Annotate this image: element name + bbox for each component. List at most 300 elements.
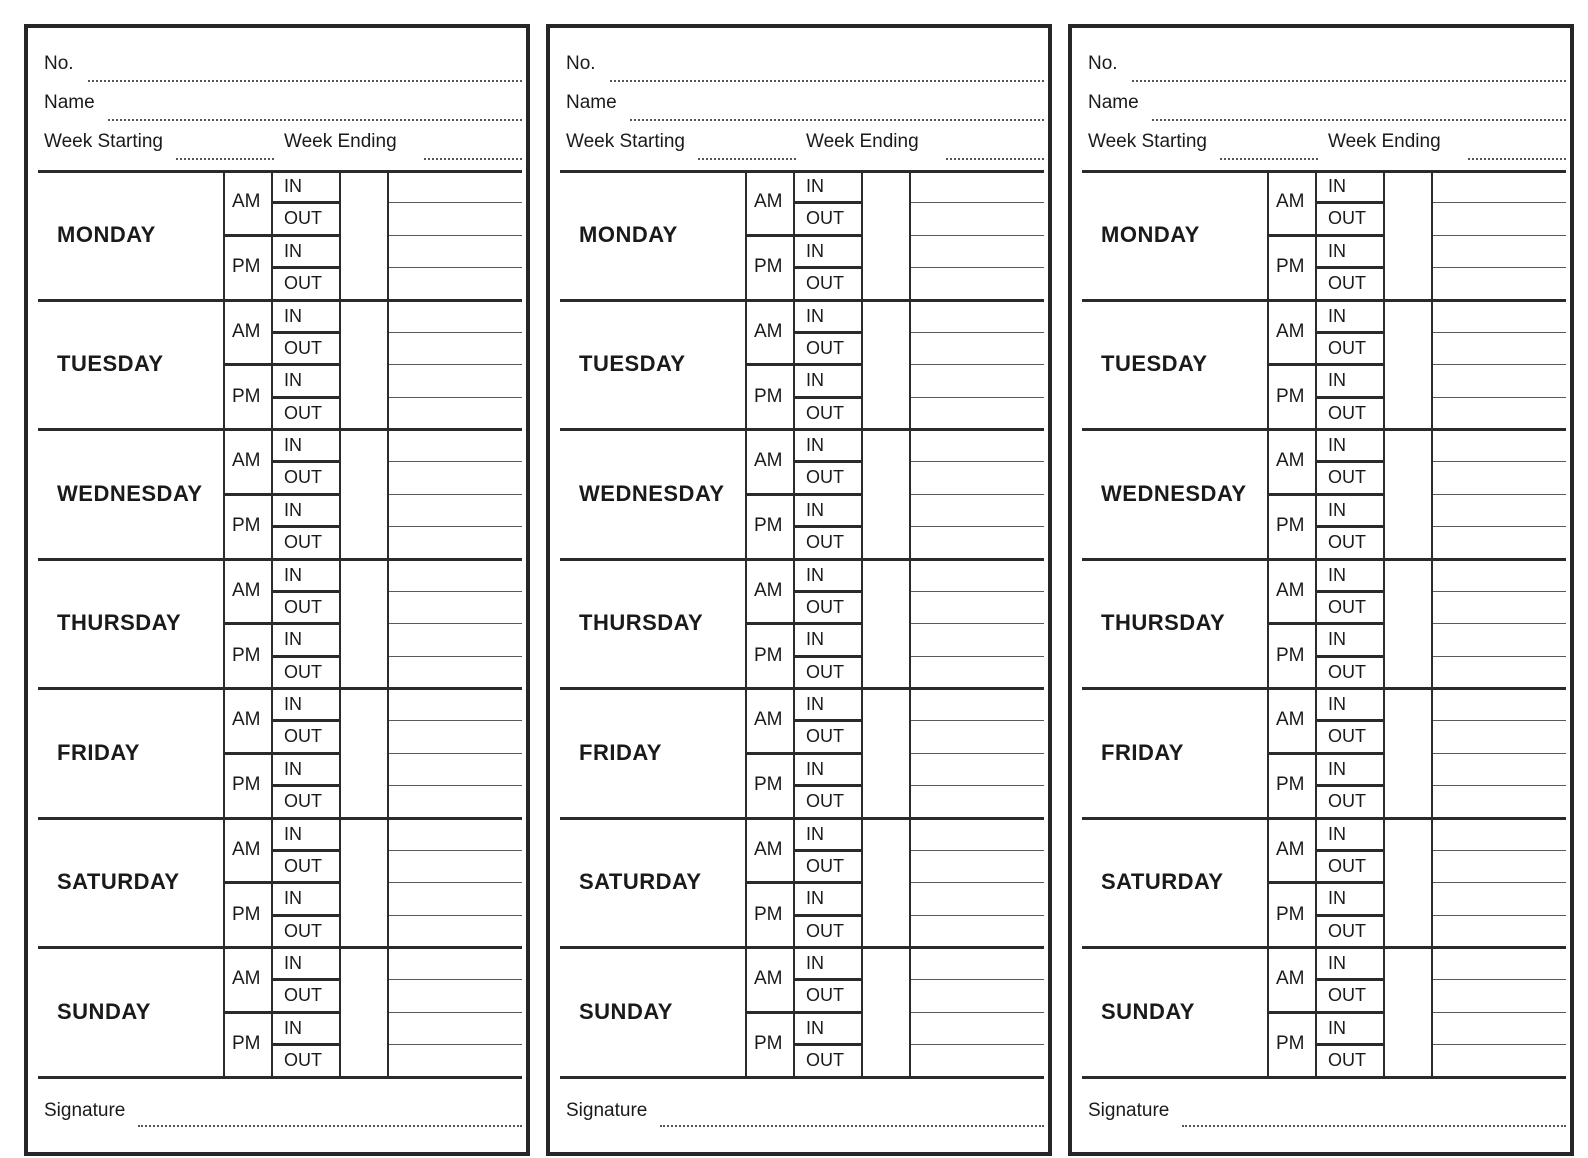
time-entry-line[interactable] [1432,202,1566,203]
am-label: AM [1276,579,1305,601]
in-out-divider [1316,719,1384,722]
time-entry-line[interactable] [1432,915,1566,916]
day-label: FRIDAY [1101,739,1184,765]
pm-label: PM [754,515,783,537]
in-out-divider [794,525,862,528]
pm-label: PM [1276,644,1305,666]
time-entry-line[interactable] [1432,785,1566,786]
day-label: SUNDAY [57,998,151,1024]
grid-top-line [560,170,1044,173]
pm-label: PM [232,644,261,666]
grid-column-line [1383,170,1385,1077]
time-entry-line[interactable] [388,785,522,786]
day-separator [38,428,522,431]
am-label: AM [1276,968,1305,990]
week-starting-label: Week Starting [566,131,685,152]
time-entry-line[interactable] [388,397,522,398]
time-entry-line[interactable] [1432,753,1566,754]
in-label: IN [1328,240,1346,261]
time-entry-line[interactable] [910,1044,1044,1045]
pm-label: PM [1276,515,1305,537]
no-field[interactable] [88,80,522,82]
day-separator [1082,817,1566,820]
in-out-divider [794,201,862,204]
out-label: OUT [1328,855,1366,876]
time-entry-line[interactable] [388,753,522,754]
ampm-divider [1268,1011,1384,1014]
pm-label: PM [232,515,261,537]
out-label: OUT [1328,467,1366,488]
time-entry-line[interactable] [388,494,522,495]
time-entry-line[interactable] [910,494,1044,495]
in-out-divider [272,655,340,658]
time-entry-line[interactable] [388,526,522,527]
day-separator [560,946,1044,949]
day-separator [560,558,1044,561]
out-label: OUT [284,208,322,229]
time-entry-line[interactable] [1432,882,1566,883]
in-label: IN [284,370,302,391]
time-entry-line[interactable] [388,623,522,624]
time-entry-line[interactable] [388,364,522,365]
time-entry-line[interactable] [910,656,1044,657]
time-entry-line[interactable] [1432,364,1566,365]
am-label: AM [754,320,783,342]
ampm-divider [1268,234,1384,237]
in-out-divider [794,978,862,981]
day-label: TUESDAY [57,351,164,377]
grid-column-line [1431,170,1433,1077]
grid-column-line [1315,170,1317,1077]
ampm-divider [224,752,340,755]
in-label: IN [806,823,824,844]
pm-label: PM [232,774,261,796]
out-label: OUT [806,402,844,423]
in-label: IN [1328,953,1346,973]
day-separator [38,946,522,949]
out-label: OUT [806,791,844,812]
out-label: OUT [806,726,844,747]
in-out-divider [1316,590,1384,593]
signature-label: Signature [566,1099,648,1121]
in-label: IN [284,629,302,650]
out-label: OUT [806,661,844,682]
in-out-divider [272,590,340,593]
time-entry-line[interactable] [910,1012,1044,1013]
out-label: OUT [284,920,322,941]
in-out-divider [794,266,862,269]
pm-label: PM [1276,903,1305,925]
ampm-divider [1268,493,1384,496]
grid-column-line [745,170,747,1077]
in-label: IN [284,564,302,585]
in-label: IN [1328,370,1346,391]
week-ending-label: Week Ending [1328,131,1441,152]
grid-column-line [271,170,273,1077]
week-starting-label: Week Starting [44,131,163,152]
pm-label: PM [1276,1033,1305,1055]
am-label: AM [1276,450,1305,472]
time-entry-line[interactable] [1432,850,1566,851]
ampm-divider [1268,363,1384,366]
no-label: No. [44,53,74,74]
out-label: OUT [284,1050,322,1071]
in-out-divider [794,396,862,399]
out-label: OUT [284,273,322,294]
ampm-divider [224,622,340,625]
signature-field[interactable] [1182,1125,1566,1127]
in-out-divider [272,331,340,334]
out-label: OUT [1328,985,1366,1006]
in-label: IN [806,1017,824,1038]
signature-field[interactable] [138,1125,522,1127]
out-label: OUT [1328,791,1366,812]
in-label: IN [1328,435,1346,455]
in-out-divider [272,978,340,981]
in-label: IN [806,888,824,909]
in-out-divider [794,849,862,852]
time-entry-line[interactable] [1432,1044,1566,1045]
signature-field[interactable] [660,1125,1044,1127]
signature-label: Signature [1088,1099,1170,1121]
time-entry-line[interactable] [910,202,1044,203]
pm-label: PM [754,1033,783,1055]
time-entry-line[interactable] [1432,1012,1566,1013]
time-entry-line[interactable] [388,235,522,236]
ampm-divider [1268,881,1384,884]
out-label: OUT [806,467,844,488]
day-separator [38,558,522,561]
am-label: AM [232,968,261,990]
time-entry-line[interactable] [910,915,1044,916]
day-separator [560,299,1044,302]
in-out-divider [272,266,340,269]
out-label: OUT [806,337,844,358]
am-label: AM [232,320,261,342]
day-separator [1082,687,1566,690]
ampm-divider [224,881,340,884]
pm-label: PM [1276,256,1305,278]
day-separator [38,299,522,302]
am-label: AM [1276,838,1305,860]
ampm-divider [746,234,862,237]
time-entry-line[interactable] [910,785,1044,786]
pm-label: PM [232,385,261,407]
time-entry-line[interactable] [1432,332,1566,333]
no-field[interactable] [610,80,1044,82]
time-entry-line[interactable] [388,1012,522,1013]
am-label: AM [1276,191,1305,213]
ampm-divider [746,622,862,625]
day-label: WEDNESDAY [579,480,725,506]
time-entry-line[interactable] [388,882,522,883]
day-label: FRIDAY [579,739,662,765]
time-entry-line[interactable] [910,235,1044,236]
pm-label: PM [754,774,783,796]
am-label: AM [232,450,261,472]
in-label: IN [284,176,302,196]
in-label: IN [1328,888,1346,909]
in-out-divider [794,460,862,463]
day-label: WEDNESDAY [1101,480,1247,506]
time-entry-line[interactable] [388,656,522,657]
day-label: SATURDAY [1101,869,1224,895]
grid-top-line [38,170,522,173]
time-entry-line[interactable] [1432,235,1566,236]
day-separator [1082,558,1566,561]
in-out-divider [794,784,862,787]
day-label: SUNDAY [1101,998,1195,1024]
out-label: OUT [1328,337,1366,358]
week-starting-field[interactable] [176,158,274,160]
pm-label: PM [232,1033,261,1055]
time-entry-line[interactable] [1432,397,1566,398]
ampm-divider [1268,622,1384,625]
time-entry-line[interactable] [910,526,1044,527]
in-out-divider [1316,784,1384,787]
week-starting-field[interactable] [698,158,796,160]
time-entry-line[interactable] [1432,656,1566,657]
ampm-divider [224,1011,340,1014]
time-entry-line[interactable] [910,397,1044,398]
time-entry-line[interactable] [910,623,1044,624]
out-label: OUT [284,726,322,747]
time-entry-line[interactable] [910,753,1044,754]
day-separator [1082,1076,1566,1079]
ampm-divider [224,493,340,496]
out-label: OUT [284,855,322,876]
in-label: IN [1328,499,1346,520]
in-label: IN [284,240,302,261]
time-entry-line[interactable] [910,591,1044,592]
in-label: IN [806,240,824,261]
in-out-divider [794,590,862,593]
day-label: SUNDAY [579,998,673,1024]
ampm-divider [224,234,340,237]
day-label: MONDAY [1101,221,1200,247]
time-entry-line[interactable] [1432,623,1566,624]
out-label: OUT [806,596,844,617]
grid-column-line [223,170,225,1077]
in-out-divider [272,784,340,787]
out-label: OUT [1328,661,1366,682]
pm-label: PM [754,903,783,925]
am-label: AM [754,579,783,601]
am-label: AM [232,191,261,213]
ampm-divider [746,752,862,755]
time-entry-line[interactable] [910,882,1044,883]
week-ending-field[interactable] [424,158,522,160]
day-separator [38,687,522,690]
out-label: OUT [284,402,322,423]
in-label: IN [284,823,302,844]
signature-label: Signature [44,1099,126,1121]
out-label: OUT [806,985,844,1006]
am-label: AM [232,709,261,731]
out-label: OUT [806,208,844,229]
week-ending-label: Week Ending [284,131,397,152]
time-entry-line[interactable] [910,332,1044,333]
time-entry-line[interactable] [910,267,1044,268]
in-label: IN [284,499,302,520]
time-entry-line[interactable] [388,267,522,268]
in-out-divider [1316,914,1384,917]
no-field[interactable] [1132,80,1566,82]
in-out-divider [794,655,862,658]
week-starting-label: Week Starting [1088,131,1207,152]
grid-column-line [793,170,795,1077]
in-label: IN [1328,694,1346,714]
day-separator [560,1076,1044,1079]
pm-label: PM [232,256,261,278]
in-out-divider [1316,266,1384,269]
name-field[interactable] [630,119,1044,121]
time-entry-line[interactable] [1432,720,1566,721]
time-entry-line[interactable] [388,720,522,721]
time-entry-line[interactable] [388,461,522,462]
in-label: IN [806,499,824,520]
name-field[interactable] [1152,119,1566,121]
grid-column-line [861,170,863,1077]
day-separator [38,1076,522,1079]
out-label: OUT [284,467,322,488]
time-card [24,24,530,1156]
in-label: IN [806,435,824,455]
in-label: IN [284,953,302,973]
out-label: OUT [1328,596,1366,617]
no-label: No. [566,53,596,74]
time-entry-line[interactable] [388,1044,522,1045]
day-separator [560,687,1044,690]
time-entry-line[interactable] [910,461,1044,462]
day-separator [560,428,1044,431]
out-label: OUT [1328,1050,1366,1071]
in-out-divider [1316,331,1384,334]
in-out-divider [1316,849,1384,852]
in-label: IN [1328,564,1346,585]
time-entry-line[interactable] [388,591,522,592]
am-label: AM [754,709,783,731]
in-label: IN [806,758,824,779]
pm-label: PM [1276,774,1305,796]
out-label: OUT [806,532,844,553]
name-label: Name [1088,92,1139,113]
name-field[interactable] [108,119,522,121]
time-card [546,24,1052,1156]
am-label: AM [232,579,261,601]
grid-top-line [1082,170,1566,173]
in-label: IN [806,176,824,196]
in-out-divider [272,849,340,852]
time-entry-line[interactable] [1432,526,1566,527]
time-entry-line[interactable] [388,332,522,333]
in-out-divider [272,719,340,722]
time-entry-line[interactable] [388,979,522,980]
in-out-divider [794,1043,862,1046]
day-label: SATURDAY [579,869,702,895]
week-ending-field[interactable] [1468,158,1566,160]
out-label: OUT [1328,920,1366,941]
time-entry-line[interactable] [910,720,1044,721]
time-entry-line[interactable] [1432,461,1566,462]
out-label: OUT [1328,532,1366,553]
in-label: IN [1328,758,1346,779]
pm-label: PM [754,385,783,407]
time-entry-line[interactable] [1432,979,1566,980]
in-out-divider [272,396,340,399]
in-label: IN [806,564,824,585]
time-entry-line[interactable] [910,979,1044,980]
in-out-divider [1316,201,1384,204]
am-label: AM [232,838,261,860]
day-label: MONDAY [57,221,156,247]
no-label: No. [1088,53,1118,74]
in-out-divider [272,201,340,204]
grid-column-line [387,170,389,1077]
day-label: WEDNESDAY [57,480,203,506]
name-label: Name [566,92,617,113]
time-entry-line[interactable] [388,202,522,203]
grid-column-line [1267,170,1269,1077]
name-label: Name [44,92,95,113]
time-entry-line[interactable] [388,850,522,851]
grid-column-line [339,170,341,1077]
in-label: IN [1328,176,1346,196]
time-entry-line[interactable] [1432,267,1566,268]
ampm-divider [746,1011,862,1014]
out-label: OUT [284,985,322,1006]
in-out-divider [794,914,862,917]
day-separator [1082,946,1566,949]
in-out-divider [272,460,340,463]
pm-label: PM [754,644,783,666]
in-label: IN [284,888,302,909]
pm-label: PM [1276,385,1305,407]
time-entry-line[interactable] [910,364,1044,365]
week-ending-field[interactable] [946,158,1044,160]
day-label: THURSDAY [1101,610,1226,636]
in-label: IN [806,629,824,650]
in-out-divider [272,525,340,528]
day-separator [560,817,1044,820]
time-entry-line[interactable] [910,850,1044,851]
time-entry-line[interactable] [1432,494,1566,495]
am-label: AM [1276,320,1305,342]
am-label: AM [754,450,783,472]
out-label: OUT [806,855,844,876]
time-entry-line[interactable] [388,915,522,916]
out-label: OUT [284,337,322,358]
ampm-divider [746,881,862,884]
pm-label: PM [232,903,261,925]
out-label: OUT [806,920,844,941]
in-label: IN [284,435,302,455]
week-starting-field[interactable] [1220,158,1318,160]
in-label: IN [284,694,302,714]
out-label: OUT [284,791,322,812]
am-label: AM [754,838,783,860]
in-out-divider [1316,978,1384,981]
out-label: OUT [1328,402,1366,423]
time-entry-line[interactable] [1432,591,1566,592]
in-out-divider [794,331,862,334]
day-label: MONDAY [579,221,678,247]
in-label: IN [806,694,824,714]
day-label: TUESDAY [579,351,686,377]
in-label: IN [806,370,824,391]
out-label: OUT [806,273,844,294]
in-label: IN [284,758,302,779]
